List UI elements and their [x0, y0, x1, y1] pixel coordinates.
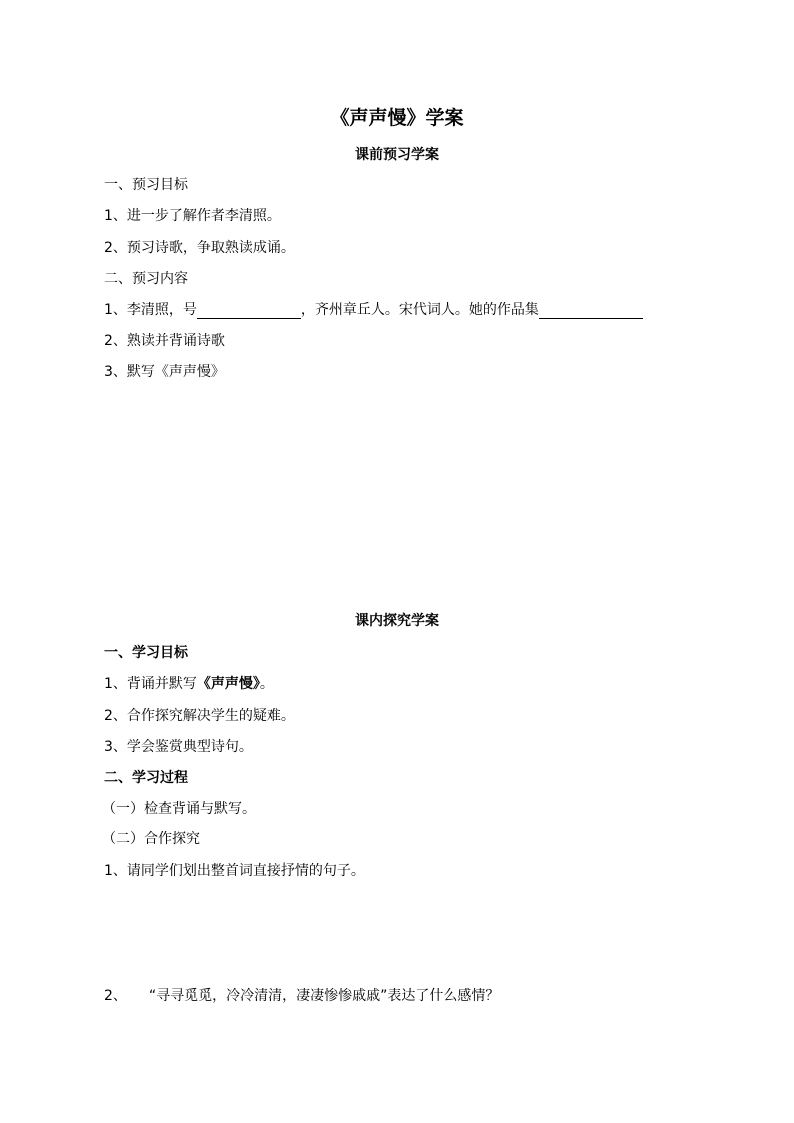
blank-line-hao[interactable] — [197, 303, 301, 319]
fill-in-line — [104, 301, 643, 319]
goal-2: 2、合作探究解决学生的疑难。 — [104, 708, 295, 724]
goal-1-text: 1、背诵并默写 — [104, 676, 197, 692]
pre-item-4: 2、熟读并背诵诗歌 — [104, 333, 225, 349]
fill-text-b: ，齐州章丘人。宋代词人。她的作品集 — [300, 302, 539, 318]
step-1: （一）检查背诵与默写。 — [102, 801, 256, 817]
goal-3: 3、学会鉴赏典型诗句。 — [104, 739, 253, 755]
question-1: 1、请同学们划出整首词直接抒情的句子。 — [104, 863, 365, 879]
pre-section-1-heading: 一、预习目标 — [104, 177, 188, 193]
question-2-number: 2、 — [104, 988, 127, 1004]
pre-class-heading: 课前预习学案 — [355, 147, 439, 163]
pre-item-5: 3、默写《声声慢》 — [104, 364, 225, 380]
goal-1-title: 《声声慢》 — [196, 676, 260, 692]
pre-section-2-heading: 二、预习内容 — [104, 271, 188, 287]
pre-item-2: 2、预习诗歌，争取熟读成诵。 — [104, 240, 295, 256]
in-class-heading: 课内探究学案 — [355, 613, 439, 629]
question-2 — [104, 987, 499, 1005]
goal-1 — [104, 675, 274, 693]
pre-item-1: 1、进一步了解作者李清照。 — [104, 208, 281, 224]
document-title: 《声声慢》学案 — [330, 107, 464, 129]
step-2: （二）合作探究 — [102, 831, 200, 847]
fill-text-a: 1、李清照，号 — [104, 302, 197, 318]
blank-line-collection[interactable] — [539, 303, 643, 319]
goal-1-end: 。 — [259, 676, 274, 692]
in-section-1-heading: 一、学习目标 — [104, 645, 188, 661]
in-section-2-heading: 二、学习过程 — [104, 770, 188, 786]
question-2-text: “寻寻觅觅，冷冷清清，凄凄惨惨戚戚”表达了什么感情？ — [148, 988, 500, 1004]
